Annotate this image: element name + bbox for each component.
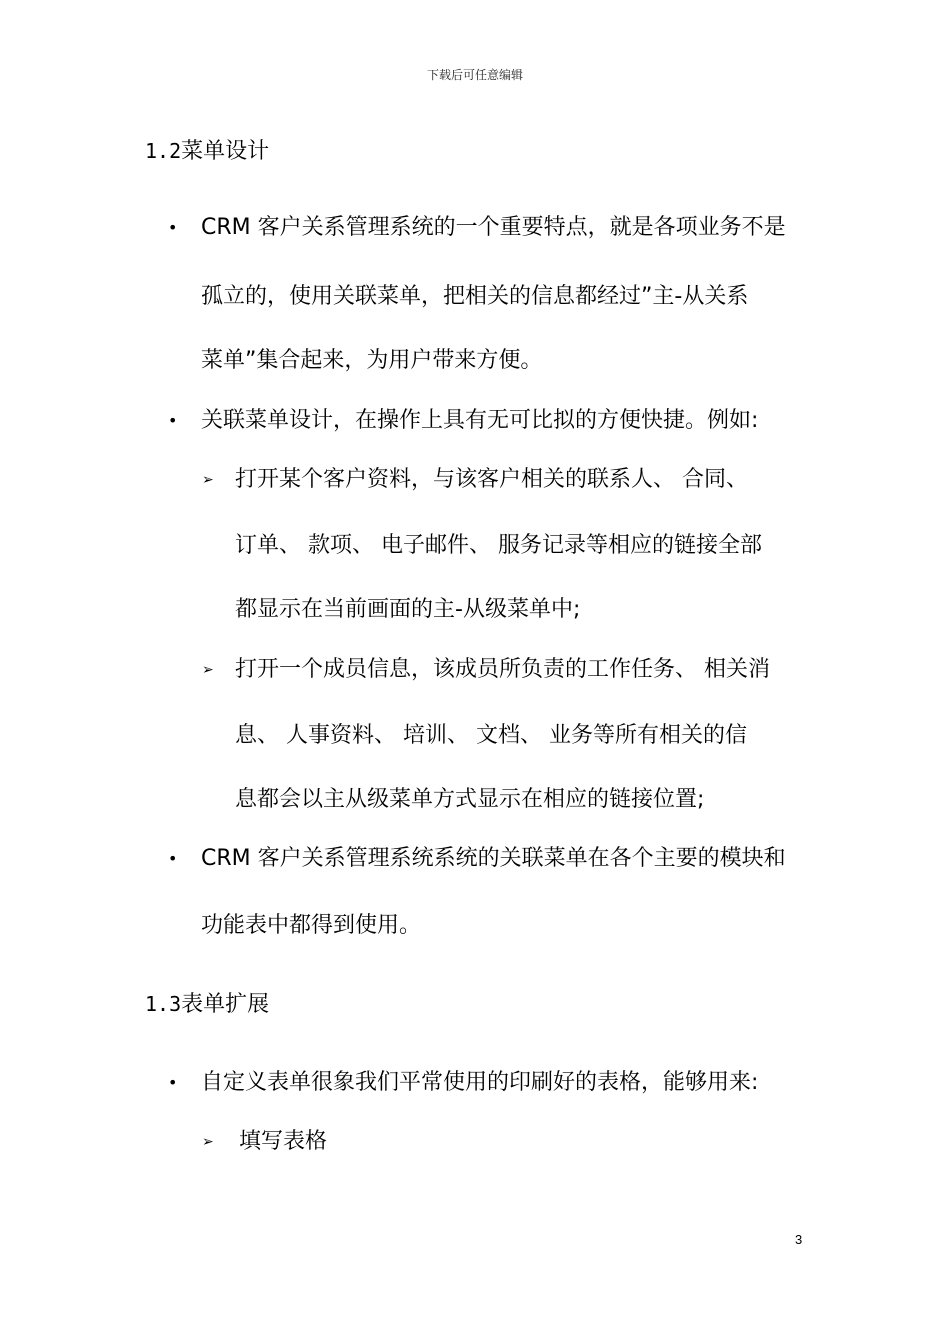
paragraph-line: CRM 客户关系管理系统系统的关联菜单在各个主要的模块和 <box>201 846 786 871</box>
section-heading-1-3 <box>145 990 269 1019</box>
paragraph-line: 自定义表单很象我们平常使用的印刷好的表格，能够用来: <box>201 1070 759 1095</box>
header-note: 下载后可任意编辑 <box>426 68 523 82</box>
bullet-marker: • <box>168 849 178 868</box>
sub-item-line: 打开某个客户资料，与该客户相关的联系人、 合同、 <box>235 467 748 492</box>
sub-item-line: 打开一个成员信息，该成员所负责的工作任务、 相关消 <box>235 657 770 682</box>
sub-item-line: 都显示在当前画面的主-从级菜单中; <box>235 597 581 622</box>
bullet-marker: • <box>168 411 178 430</box>
arrow-marker: ➢ <box>202 662 214 678</box>
paragraph-line: CRM 客户关系管理系统的一个重要特点，就是各项业务不是 <box>201 215 786 240</box>
section-heading-1-2 <box>145 137 269 166</box>
section-number: 1.3 <box>145 992 182 1016</box>
bullet-marker: • <box>168 218 178 237</box>
arrow-marker: ➢ <box>202 1134 214 1150</box>
section-title: 表单扩展 <box>181 992 270 1017</box>
arrow-marker: ➢ <box>202 472 214 488</box>
sub-item-line: 息、 人事资料、 培训、 文档、 业务等所有相关的信 <box>235 723 747 748</box>
paragraph-line: 孤立的，使用关联菜单，把相关的信息都经过”主-从关系 <box>201 284 749 309</box>
paragraph-line: 关联菜单设计，在操作上具有无可比拟的方便快捷。例如: <box>201 408 759 433</box>
section-title: 菜单设计 <box>181 139 270 164</box>
sub-item-line: 订单、 款项、 电子邮件、 服务记录等相应的链接全部 <box>235 533 762 558</box>
bullet-marker: • <box>168 1073 178 1092</box>
sub-item-line: 息都会以主从级菜单方式显示在相应的链接位置; <box>235 787 705 812</box>
paragraph-line: 菜单”集合起来，为用户带来方便。 <box>201 348 543 373</box>
sub-item-line: 填写表格 <box>239 1129 328 1154</box>
paragraph-line: 功能表中都得到使用。 <box>201 913 422 938</box>
page-number: 3 <box>795 1232 803 1247</box>
section-number: 1.2 <box>145 139 182 163</box>
